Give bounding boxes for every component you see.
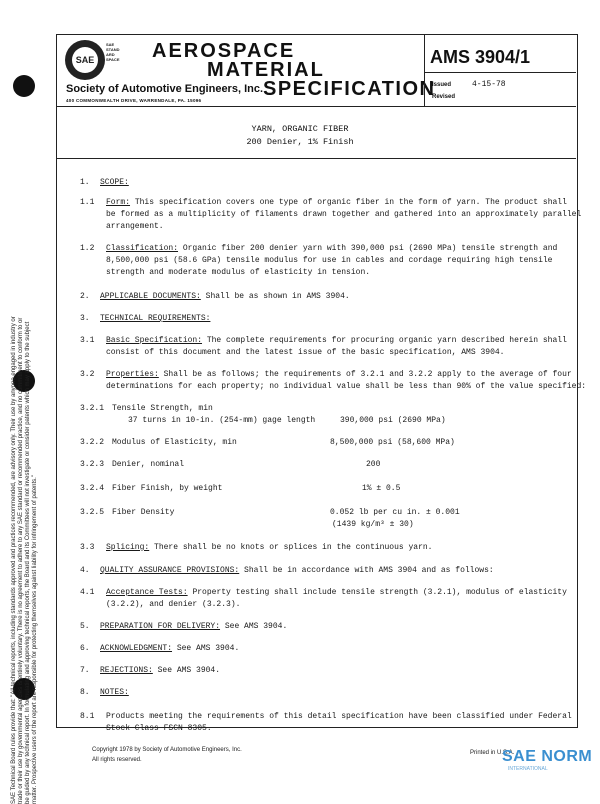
property-value: 8,500,000 psi (58,600 MPa) [330, 438, 455, 447]
sae-logo-text: SAE [72, 47, 98, 73]
property-sublabel: 37 turns in 10-in. (254-mm) gage length [128, 416, 316, 425]
paragraph-line: Splicing: There shall be no knots or splices in the continuous yarn. [106, 543, 433, 552]
property-label: Fiber Finish, by weight [112, 484, 223, 493]
disclaimer-line: matter. Prospective users of the report are responsible for protecting themselves against liability for infringement of patents." [32, 475, 38, 804]
property-number: 3.2.5 [80, 508, 105, 517]
property-label: Modulus of Elasticity, min [112, 438, 237, 447]
paragraph-line: 8,500,000 psi (58.6 GPa) tensile modulus for use in cables and cordage requiring high tensile [106, 256, 553, 265]
paragraph-line: Classification: Organic fiber 200 denier yarn with 390,000 psi (2690 MPa) tensile strength and [106, 244, 558, 253]
paragraph-line: PREPARATION FOR DELIVERY: See AMS 3904. [100, 622, 288, 631]
property-value: 1% ± 0.5 [362, 484, 401, 493]
heading-material: MATERIAL [207, 59, 325, 81]
paragraph-line: strength and moderate modulus of elasticity in tension. [106, 268, 371, 277]
heading-aerospace: AEROSPACE [152, 40, 296, 62]
section-number: 3. [80, 314, 90, 323]
rights-text: All rights reserved. [92, 757, 142, 763]
ams-number: AMS 3904/1 [430, 47, 531, 67]
property-value: (1439 kg/m³ ± 30) [332, 520, 414, 529]
heading-specification: SPECIFICATION [263, 78, 436, 100]
property-number: 3.2.2 [80, 438, 105, 447]
sae-disclaimer [11, 84, 39, 804]
watermark-text: SAE NORM [502, 748, 593, 765]
paragraph-line: REJECTIONS: See AMS 3904. [100, 666, 221, 675]
paragraph-line: Properties: Shall be as follows; the requirements of 3.2.1 and 3.2.2 apply to the average of four [106, 370, 572, 379]
section-number: 8.1 [80, 712, 95, 721]
section-heading: TECHNICAL REQUIREMENTS: [100, 314, 211, 323]
disclaimer-line: SAE Technical Board rules provide that: "All technical reports, including standards approved and practices recommended, are advisory only. Their use by anyone engaged in industry or [11, 316, 17, 804]
disclaimer-line: be guided by any technical report. In formulating and approving technical reports, the Board and its Committees will not investigate or consider patents which may apply to the subject [25, 321, 31, 804]
property-number: 3.2.1 [80, 404, 105, 413]
watermark-subtext: INTERNATIONAL [508, 766, 548, 772]
property-value: 200 [366, 460, 381, 469]
property-value: 390,000 psi (2690 MPa) [340, 416, 446, 425]
copyright-text: Copyright 1978 by Society of Automotive Engineers, Inc. [92, 747, 242, 753]
document-subtitle: 200 Denier, 1% Finish [246, 137, 354, 147]
section-number: 1. [80, 178, 90, 187]
property-label: Fiber Density [112, 508, 175, 517]
paragraph-line: Products meeting the requirements of this detail specification have been classified under Federal [106, 712, 572, 721]
section-number: 3.2 [80, 370, 95, 379]
society-address: 400 COMMONWEALTH DRIVE, WARRENDALE, PA. 15096 [66, 98, 202, 103]
printed-text: Printed in U.S.A. [470, 750, 515, 756]
paragraph-line: QUALITY ASSURANCE PROVISIONS: Shall be in accordance with AMS 3904 and as follows: [100, 566, 494, 575]
paragraph-line: consist of this document and the latest issue of the basic specification, AMS 3904. [106, 348, 505, 357]
section-heading: NOTES: [100, 688, 129, 697]
paragraph-line: Acceptance Tests: Property testing shall include tensile strength (3.2.1), modulus of elasticity [106, 588, 567, 597]
title-rule [56, 158, 576, 159]
section-number: 7. [80, 666, 90, 675]
society-name: Society of Automotive Engineers, Inc. [66, 83, 264, 95]
property-number: 3.2.3 [80, 460, 105, 469]
ams-divider [424, 72, 576, 73]
section-number: 5. [80, 622, 90, 631]
paragraph-line: ACKNOWLEDGMENT: See AMS 3904. [100, 644, 240, 653]
paragraph-line: arrangement. [106, 222, 164, 231]
paragraph-line: Basic Specification: The complete requirements for procuring organic yarn described herein shall [106, 336, 567, 345]
logo-side-text: SAE STAND ARD SPACE [106, 42, 120, 62]
section-number: 3.3 [80, 543, 95, 552]
paragraph-line: Stock Class FSCN 8305. [106, 724, 212, 733]
section-number: 6. [80, 644, 90, 653]
section-number: 2. [80, 292, 90, 301]
revised-label: Revised [432, 94, 456, 100]
section-number: 3.1 [80, 336, 95, 345]
section-number: 1.2 [80, 244, 95, 253]
section-number: 4.1 [80, 588, 95, 597]
paragraph-line: determinations for each property; no individual value shall be less than 90% of the value specified: [106, 382, 587, 391]
property-number: 3.2.4 [80, 484, 105, 493]
property-value: 0.052 lb per cu in. ± 0.001 [330, 508, 460, 517]
disclaimer-line: trade or their use by governmental agencies is entirely voluntary. There is no agreement to adhere to any SAE standard or recommended practice, and no commitment to conform to or [18, 317, 24, 804]
issued-label: Issued [432, 82, 452, 88]
property-label: Tensile Strength, min [112, 404, 213, 413]
paragraph-line: (3.2.2), and denier (3.2.3). [106, 600, 241, 609]
issued-date: 4-15-78 [472, 80, 506, 89]
document-title: YARN, ORGANIC FIBER [251, 124, 349, 134]
section-heading: SCOPE: [100, 178, 129, 187]
paragraph-line: be formed as a multiplicity of filaments drawn together and gathered into an approximately parallel [106, 210, 582, 219]
section-number: 8. [80, 688, 90, 697]
section-number: 4. [80, 566, 90, 575]
section-number: 1.1 [80, 198, 95, 207]
paragraph-line: Form: This specification covers one type of organic fiber in the form of yarn. The product shall [106, 198, 567, 207]
property-label: Denier, nominal [112, 460, 185, 469]
paragraph-line: APPLICABLE DOCUMENTS: Shall be as shown in AMS 3904. [100, 292, 350, 301]
